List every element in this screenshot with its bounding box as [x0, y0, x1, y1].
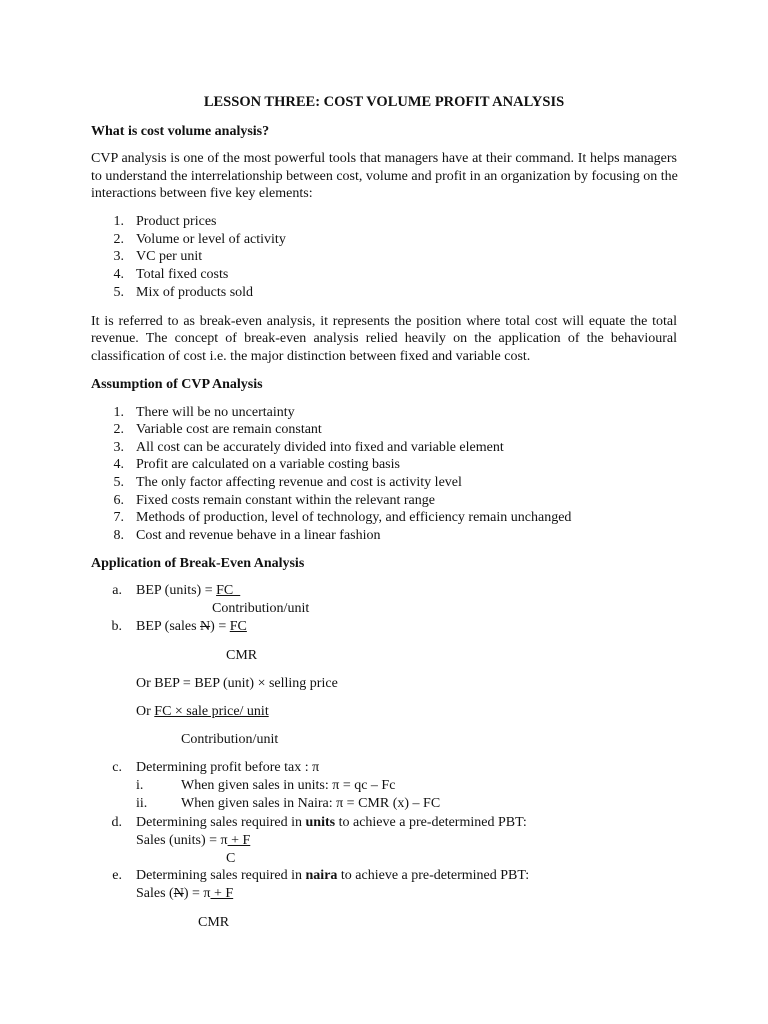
formula-denominator: CMR [226, 648, 258, 663]
list-number: 2. [113, 232, 124, 247]
formula-numerator: FC [216, 583, 241, 598]
formula-prefix: ) = π [183, 886, 211, 901]
text-part: Determining sales required in [136, 815, 306, 830]
formula-numerator: FC [229, 619, 247, 634]
list-item: Profit are calculated on a variable costing basis [136, 457, 400, 472]
item-label-e: e. [112, 868, 122, 883]
list-item: The only factor affecting revenue and cost is activity level [136, 475, 462, 490]
breakeven-line-1: It is referred to as break-even analysis, it represents the position where total cost will equate the total [91, 314, 677, 329]
formula-denominator: CMR [198, 915, 230, 930]
text-part: Determining sales required in [136, 868, 306, 883]
sales-units-text [136, 814, 527, 831]
list-number: 3. [113, 249, 124, 264]
list-item: VC per unit [136, 249, 203, 264]
list-number: 5. [113, 475, 124, 490]
list-item: Cost and revenue behave in a linear fashion [136, 528, 381, 543]
formula-sales-naira [136, 885, 233, 902]
text-part: to achieve a pre-determined PBT: [335, 815, 527, 830]
emphasis-units: units [305, 815, 336, 830]
profit-before-tax-text: Determining profit before tax : π [136, 760, 320, 775]
sub-item-label: ii. [136, 796, 148, 811]
list-item: Volume or level of activity [136, 232, 286, 247]
formula-prefix: Sales ( [136, 886, 174, 901]
breakeven-line-2: revenue. The concept of break-even analysis relied heavily on the application of the behavioural [91, 331, 677, 346]
formula-prefix: BEP (sales [136, 619, 201, 634]
formula-denominator: C [226, 851, 236, 866]
formula-prefix: Or [136, 704, 155, 719]
item-label-c: c. [112, 760, 122, 775]
list-number: 5. [113, 285, 124, 300]
item-label-d: d. [111, 815, 122, 830]
item-label-a: a. [112, 583, 122, 598]
text-part: to achieve a pre-determined PBT: [337, 868, 530, 883]
list-number: 4. [113, 457, 124, 472]
formula-numerator: FC × sale price/ unit [154, 704, 269, 719]
list-number: 8. [113, 528, 124, 543]
naira-symbol: N [200, 619, 211, 634]
intro-line-1: CVP analysis is one of the most powerful tools that managers have at their command. It helps managers [91, 151, 677, 166]
list-number: 6. [113, 493, 124, 508]
list-number: 7. [113, 510, 124, 525]
formula-sales-units [136, 832, 250, 849]
list-number: 4. [113, 267, 124, 282]
item-label-b: b. [111, 619, 122, 634]
list-item: Variable cost are remain constant [136, 422, 322, 437]
formula-bep-sales [136, 618, 247, 635]
list-number: 3. [113, 440, 124, 455]
formula-numerator: + F [227, 833, 251, 848]
list-item: All cost can be accurately divided into fixed and variable element [136, 440, 504, 455]
sub-item-label: i. [136, 778, 144, 793]
heading-what-is-cvp: What is cost volume analysis? [91, 124, 270, 139]
list-number: 1. [113, 214, 124, 229]
formula-numerator: + F [210, 886, 234, 901]
intro-line-2: to understand the interrelationship between cost, volume and profit in an organization by focusing on the [91, 169, 678, 184]
emphasis-naira: naira [305, 868, 338, 883]
list-item: There will be no uncertainty [136, 405, 295, 420]
list-item: Fixed costs remain constant within the relevant range [136, 493, 435, 508]
heading-assumption: Assumption of CVP Analysis [91, 377, 263, 392]
formula-prefix: BEP (units) = [136, 583, 217, 598]
sub-item-text: When given sales in Naira: π = CMR (x) – FC [181, 796, 441, 811]
heading-application: Application of Break-Even Analysis [91, 556, 305, 571]
list-item: Mix of products sold [136, 285, 254, 300]
or-fc-formula [136, 703, 269, 720]
formula-denominator: Contribution/unit [212, 601, 310, 616]
breakeven-line-3: classification of cost i.e. the major distinction between fixed and variable cost. [91, 349, 531, 364]
formula-bep-units [136, 582, 240, 599]
formula-denominator: Contribution/unit [181, 732, 279, 747]
sub-item-text: When given sales in units: π = qc – Fc [181, 778, 396, 793]
list-number: 2. [113, 422, 124, 437]
list-number: 1. [113, 405, 124, 420]
page-title: LESSON THREE: COST VOLUME PROFIT ANALYSIS [203, 94, 565, 110]
formula-prefix: Sales (units) = π [136, 833, 228, 848]
formula-prefix: ) = [210, 619, 230, 634]
list-item: Methods of production, level of technology, and efficiency remain unchanged [136, 510, 572, 525]
list-item: Product prices [136, 214, 217, 229]
intro-line-3: interactions between five key elements: [91, 186, 313, 201]
or-bep-formula: Or BEP = BEP (unit) × selling price [136, 676, 338, 691]
list-item: Total fixed costs [136, 267, 229, 282]
naira-symbol: N [173, 886, 184, 901]
sales-naira-text [136, 867, 529, 884]
